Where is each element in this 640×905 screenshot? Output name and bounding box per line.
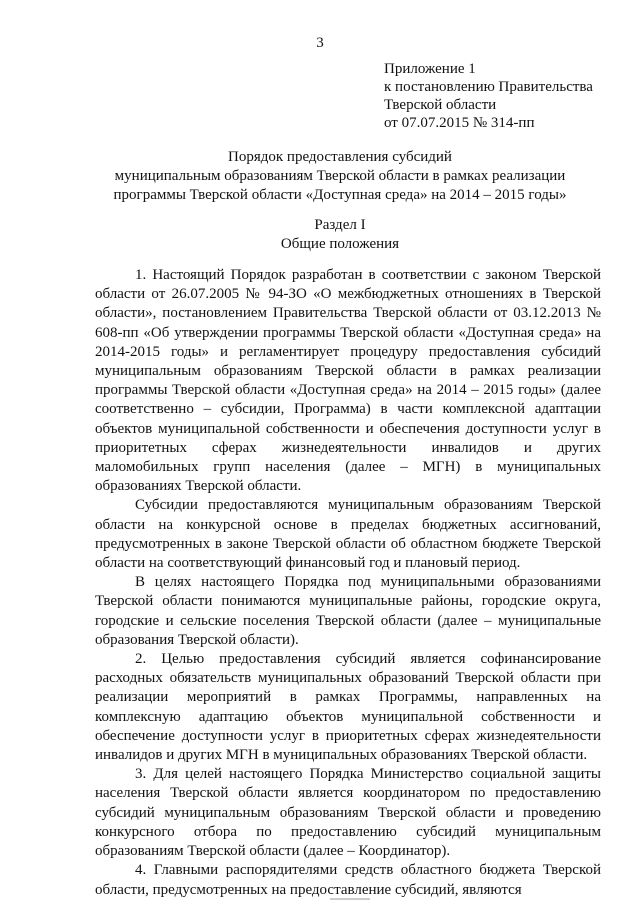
document-title — [0, 148, 640, 205]
annex-line: от 07.07.2015 № 314-пп — [384, 115, 535, 131]
scan-artifact — [330, 898, 370, 900]
section-heading — [0, 216, 640, 254]
title-line: муниципальным образованиям Тверской области в рамках реализации — [114, 168, 566, 184]
annex-block — [384, 60, 593, 132]
annex-line: к постановлению Правительства — [384, 79, 593, 95]
annex-line: Приложение 1 — [384, 61, 476, 77]
annex-line: Тверской области — [384, 97, 497, 113]
paragraph: 2. Целью предоставления субсидий является софинансирование расходных обязательств муниципальных образований Тверской области при реализации мероприятий в рамках Программы, направленных на комплексную адаптацию объектов муниципальной собственности и обеспечение доступности услуг в приоритетных сферах жизнедеятельности инвалидов и других МГН в муниципальных образованиях Тверской области. — [95, 651, 601, 764]
paragraph: 1. Настоящий Порядок разработан в соответствии с законом Тверской области от 26.07.2005 № 94-ЗО «О межбюджетных отношениях в Тверской области», постановлением Правительства Тверской области от 03.12.2013 № 608-пп «Об утверждении программы Тверской области «Доступная среда» на 2014-2015 годы» и регламентирует процедуру предоставления субсидий муниципальным образованиям Тверской области в рамках реализации программы Тверской области «Доступная среда» на 2014 – 2015 годы» (далее соответственно – субсидии, Программа) в части комплексной адаптации объектов муниципальной собственности и обеспечения доступности услуг в приоритетных сферах жизнедеятельности инвалидов и других маломобильных групп населения (далее – МГН) в муниципальных образованиях Тверской области. — [95, 267, 601, 495]
paragraph: 4. Главными распорядителями средств областного бюджета Тверской области, предусмотренных на предоставление субсидий, являются — [95, 862, 601, 898]
paragraph: 3. Для целей настоящего Порядка Министерство социальной защиты населения Тверской области является координатором по предоставлению субсидий муниципальным образованиям Тверской области и проведению конкурсного отбора по предоставлению субсидий муниципальным образованиям Тверской области (далее – Координатор). — [95, 766, 601, 860]
paragraph: Субсидии предоставляются муниципальным образованиям Тверской области на конкурсной основе в пределах бюджетных ассигнований, предусмотренных в законе Тверской области об областном бюджете Тверской области на соответствующий финансовый год и плановый период. — [95, 497, 601, 572]
title-line: Порядок предоставления субсидий — [228, 149, 452, 165]
title-line: программы Тверской области «Доступная среда» на 2014 – 2015 годы» — [113, 187, 567, 203]
page-number: 3 — [316, 35, 324, 51]
document-body — [95, 266, 601, 900]
section-number: Раздел I — [314, 217, 366, 233]
section-name: Общие положения — [280, 236, 400, 252]
paragraph: В целях настоящего Порядка под муниципальными образованиями Тверской области понимаются муниципальные районы, городские округа, городские и сельские поселения Тверской области (далее – муниципальные образования Тверской области). — [95, 574, 601, 648]
